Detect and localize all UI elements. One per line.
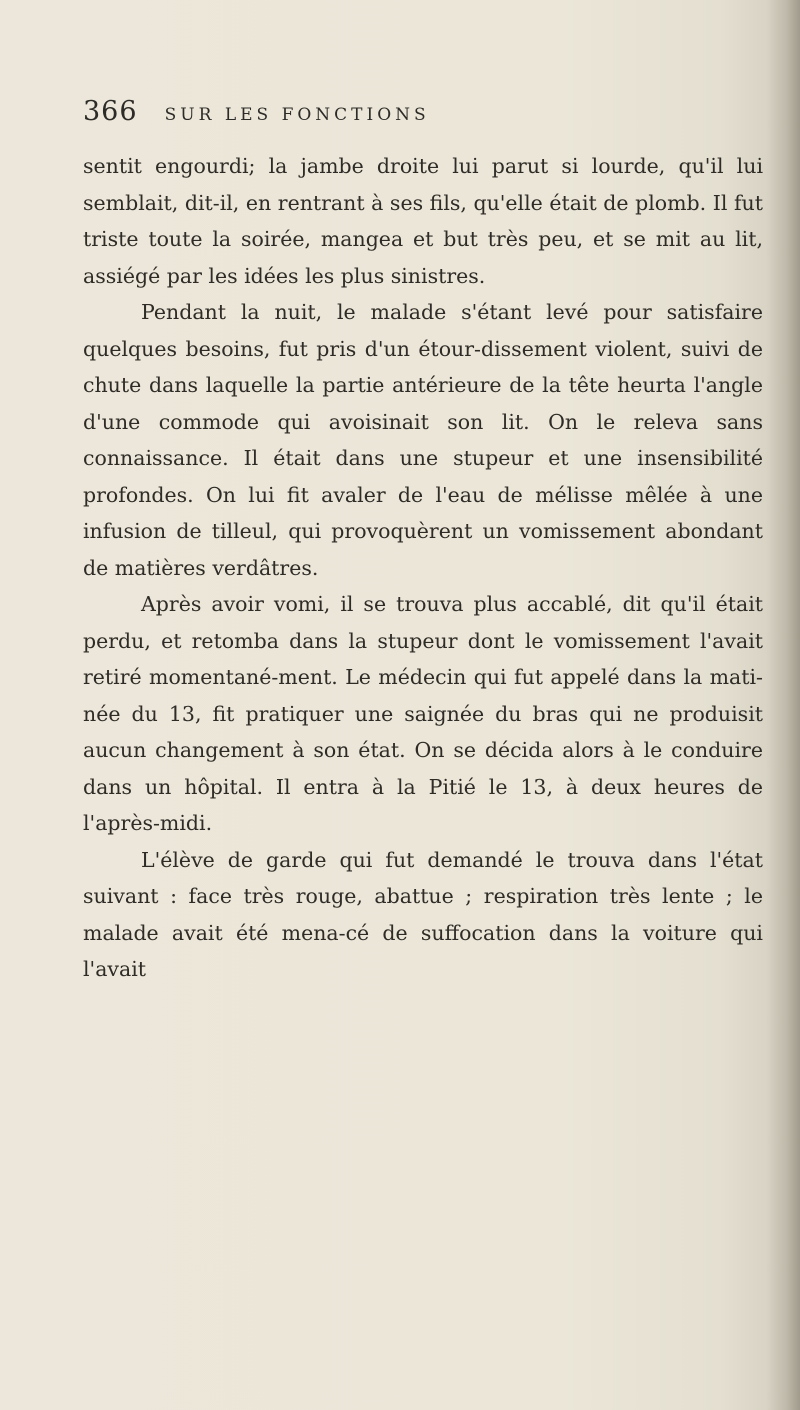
paragraph: Après avoir vomi, il se trouva plus accablé, dit qu'il était perdu, et retomba dans la stupeur dont le vomissement l'avait retiré momentané-ment. Le médecin qui fut appelé dans la mati-née du 13, fit pratiquer une saignée du bras qui ne produisit aucun changement à son état. On se décida alors à le conduire dans un hôpital. Il entra à la Pitié le 13, à deux heures de l'après-midi.: [83, 592, 763, 835]
paragraph: Pendant la nuit, le malade s'étant levé pour satisfaire quelques besoins, fut pris d'un étour-dissement violent, suivi de chute dans laquelle la partie antérieure de la tête heurta l'angle d'une commode qui avoisinait son lit. On le releva sans connaissance. Il était dans une stupeur et une insensibilité profondes. On lui fit avaler de l'eau de mélisse mêlée à une infusion de tilleul, qui provoquèrent un vomissement abondant de matières verdâtres.: [83, 300, 763, 580]
page-number: 366: [83, 96, 138, 127]
page-edge-shadow: [766, 0, 800, 1410]
page-header: [83, 96, 763, 127]
paragraph: L'élève de garde qui fut demandé le trouva dans l'état suivant : face très rouge, abattue ; respiration très lente ; le malade avait été mena-cé de suffocation dans la voiture qui l'avait: [83, 847, 763, 981]
running-title: SUR LES FONCTIONS: [164, 105, 430, 125]
paragraph-continuation: sentit engourdi; la jambe droite lui parut si lourde, qu'il lui semblait, dit-il, en rentrant à ses fils, qu'elle était de plomb. Il fut triste toute la soirée, mangea et but très peu, et se mit au lit, assiégé par les idées les plus sinistres.: [83, 154, 763, 288]
body-text: [83, 148, 763, 988]
